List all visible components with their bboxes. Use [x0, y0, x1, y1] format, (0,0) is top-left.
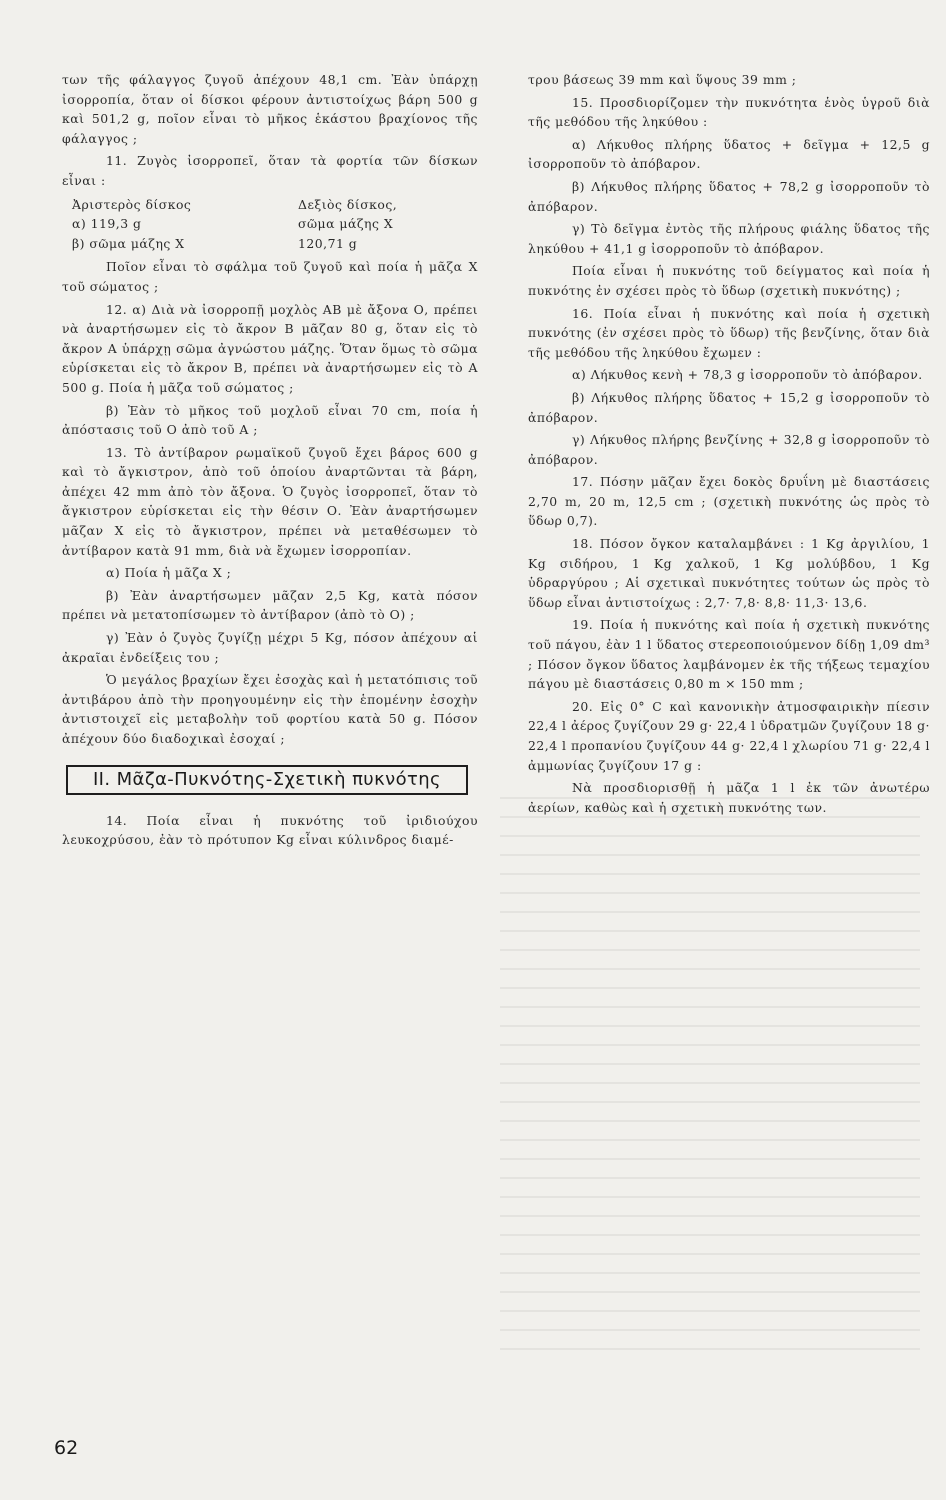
problem-11: 11. Ζυγὸς ἰσορροπεῖ, ὅταν τὰ φορτία τῶν δίσκων εἶναι : [62, 153, 478, 188]
paragraph-continuation: των τῆς φάλαγγος ζυγοῦ ἀπέχουν 48,1 cm. Ἐὰν ὑπάρχῃ ἰσορροπία, ὅταν οἱ δίσκοι φέρουν ἀντιστοίχως βάρη 500 g καὶ 501,2 g, ποῖον εἶναι τὸ μῆκος ἑκάστου βραχίονος τῆς φάλαγγος ; [62, 72, 478, 146]
page-number: 62 [54, 1437, 79, 1459]
problem-14-continuation: τρου βάσεως 39 mm καὶ ὕψους 39 mm ; [528, 72, 797, 87]
problem-15a: α) Λήκυθος πλήρης ὕδατος + δεῖγμα + 12,5 g ἰσορροποῦν τὸ ἀπόβαρον. [528, 136, 930, 172]
problem-20-question: Νὰ προσδιορισθῇ ἡ μᾶζα 1 l ἐκ τῶν ἀνωτέρω ἀερίων, καθὼς καὶ ἡ σχετικὴ πυκνότης των. [528, 780, 930, 815]
problem-15c: γ) Τὸ δεῖγμα ἐντὸς τῆς πλήρους φιάλης ὕδατος τῆς ληκύθου + 41,1 g ἰσορροποῦν τὸ ἀπόβαρον. [528, 221, 930, 256]
right-pan-b: 120,71 g [298, 235, 358, 251]
left-pan-a: α) 119,3 g [72, 216, 142, 232]
problem-16: 16. Ποία εἶναι ἡ πυκνότης καὶ ποία ἡ σχετικὴ πυκνότης (ἐν σχέσει πρὸς τὸ ὕδωρ) τῆς βενζίνης, ὅταν διὰ τῆς μεθόδου τῆς ληκύθου ἔχωμεν : [528, 305, 930, 360]
problem-19: 19. Ποία ἡ πυκνότης καὶ ποία ἡ σχετικὴ πυκνότης τοῦ πάγου, ἐὰν 1 l ὕδατος στερεοποιούμενον δίδῃ 1,09 dm³ ; Πόσον ὄγκον ὕδατος λαμβάνομεν ἐκ τῆς τήξεως τεμαχίου πάγου μὲ διαστάσεις 0,80 m × 150 mm ; [528, 617, 930, 692]
left-pan-header: Ἀριστερὸς δίσκος [72, 196, 192, 212]
left-pan-b: β) σῶμα μάζης Χ [72, 235, 185, 251]
problem-16c: γ) Λήκυθος πλήρης βενζίνης + 32,8 g ἰσορροποῦν τὸ ἀπόβαρον. [528, 432, 930, 467]
right-column [528, 70, 930, 817]
problem-13: 13. Τὸ ἀντίβαρον ρωμαϊκοῦ ζυγοῦ ἔχει βάρος 600 g καὶ τὸ ἄγκιστρον, ἀπὸ τοῦ ὁποίου ἀναρτῶνται τὰ βάρη, ἀπέχει 42 mm ἀπὸ τὸν ἄξονα. Ὁ ζυγὸς ἰσορροπεῖ, ὅταν τὸ ἄγκιστρον εὑρίσκεται εἰς τὴν θέσιν Ο. Ἐὰν ἀναρτήσωμεν μᾶζαν Χ εἰς τὸ ἄγκιστρον, πρέπει νὰ μεταθέσωμεν τὸ ἀντίβαρον κατὰ 91 mm, διὰ νὰ ἔχωμεν ἰσορροπίαν. [62, 444, 478, 558]
problem-20: 20. Εἰς 0° C καὶ κανονικὴν ἀτμοσφαιρικὴν πίεσιν 22,4 l ἀέρος ζυγίζουν 29 g· 22,4 l ὑδρατμῶν ζυγίζουν 18 g· 22,4 l προπανίου ζυγίζουν 44 g· 22,4 l χλωρίου 71 g· 22,4 l ἀμμωνίας ζυγίζουν 17 g : [528, 698, 930, 773]
right-pan-header: Δεξιὸς δίσκος, [298, 196, 398, 212]
right-pan-a: σῶμα μάζης Χ [298, 216, 394, 232]
problem-16a: α) Λήκυθος κενὴ + 78,3 g ἰσορροποῦν τὸ ἀπόβαρον. [572, 367, 923, 383]
problem-13d: Ὁ μεγάλος βραχίων ἔχει ἐσοχὰς καὶ ἡ μετατόπισις τοῦ ἀντιβάρου ἀπὸ τὴν προηγουμένην εἰς τὴν ἑπομένην ἐσοχὴν ἀντιστοιχεῖ εἰς μεταβολὴν τοῦ φορτίου κατὰ 50 g. Πόσον ἀπέχουν δύο διαδοχικαὶ ἐσοχαί ; [62, 672, 478, 746]
problem-15-question: Ποία εἶναι ἡ πυκνότης τοῦ δείγματος καὶ ποία ἡ πυκνότης ἐν σχέσει πρὸς τὸ ὕδωρ (σχετικὴ πυκνότης) ; [528, 263, 930, 298]
problem-15: 15. Προσδιορίζομεν τὴν πυκνότητα ἑνὸς ὑγροῦ διὰ τῆς μεθόδου τῆς ληκύθου : [528, 94, 930, 130]
problem-17: 17. Πόσην μᾶζαν ἔχει δοκὸς δρυΐνη μὲ διαστάσεις 2,70 m, 20 m, 12,5 cm ; (σχετικὴ πυκνότης ὡς πρὸς τὸ ὕδωρ 0,7). [528, 474, 930, 529]
problem-12a: 12. α) Διὰ νὰ ἰσορροπῇ μοχλὸς ΑΒ μὲ ἄξονα Ο, πρέπει νὰ ἀναρτήσωμεν εἰς τὸ ἄκρον Β μᾶζαν 80 g, ὅταν εἰς τὸ ἄκρον Α ὑπάρχῃ σῶμα ἀγνώστου μάζης. Ὅταν ὅμως τὸ σῶμα εὑρίσκεται εἰς τὸ ἄκρον Β, πρέπει νὰ ἀναρτήσωμεν εἰς τὸ Α 500 g. Ποία ἡ μᾶζα τοῦ σώματος ; [62, 301, 478, 395]
problem-14: 14. Ποία εἶναι ἡ πυκνότης τοῦ ἰριδιούχου λευκοχρύσου, ἐὰν τὸ πρότυπον Kg εἶναι κύλινδρος διαμέ- [62, 812, 478, 848]
problem-13c: γ) Ἐὰν ὁ ζυγὸς ζυγίζῃ μέχρι 5 Kg, πόσον ἀπέχουν αἱ ἀκραῖαι ἐνδείξεις του ; [62, 630, 478, 665]
problem-15b: β) Λήκυθος πλήρης ὕδατος + 78,2 g ἰσορροποῦν τὸ ἀπόβαρον. [528, 178, 930, 214]
problem-16b: β) Λήκυθος πλήρης ὕδατος + 15,2 g ἰσορροποῦν τὸ ἀπόβαρον. [528, 389, 930, 425]
left-column [62, 70, 478, 850]
bleed-through [500, 780, 920, 1367]
problem-13a: α) Ποία ἡ μᾶζα Χ ; [106, 565, 232, 581]
problem-11-table [62, 195, 478, 254]
problem-13b: β) Ἐὰν ἀναρτήσωμεν μᾶζαν 2,5 Kg, κατὰ πόσον πρέπει νὰ μετατοπίσωμεν τὸ ἀντίβαρον (ἀπὸ τὸ Ο) ; [62, 587, 478, 623]
section-heading: II. Μᾶζα-Πυκνότης-Σχετικὴ πυκνότης [66, 765, 468, 795]
problem-12b: β) Ἐὰν τὸ μῆκος τοῦ μοχλοῦ εἶναι 70 cm, ποία ἡ ἀπόστασις τοῦ Ο ἀπὸ τοῦ Α ; [62, 402, 478, 438]
problem-18: 18. Πόσον ὄγκον καταλαμβάνει : 1 Kg ἀργιλίου, 1 Kg σιδήρου, 1 Kg χαλκοῦ, 1 Kg μολύβδου, 1 Kg ὑδραργύρου ; Αἱ σχετικαὶ πυκνότητες τούτων ὡς πρὸς τὸ ὕδωρ εἶναι ἀντιστοίχως : 2,7· 7,8· 8,8· 11,3· 13,6. [528, 536, 930, 610]
problem-11-question: Ποῖον εἶναι τὸ σφάλμα τοῦ ζυγοῦ καὶ ποία ἡ μᾶζα Χ τοῦ σώματος ; [62, 259, 478, 294]
